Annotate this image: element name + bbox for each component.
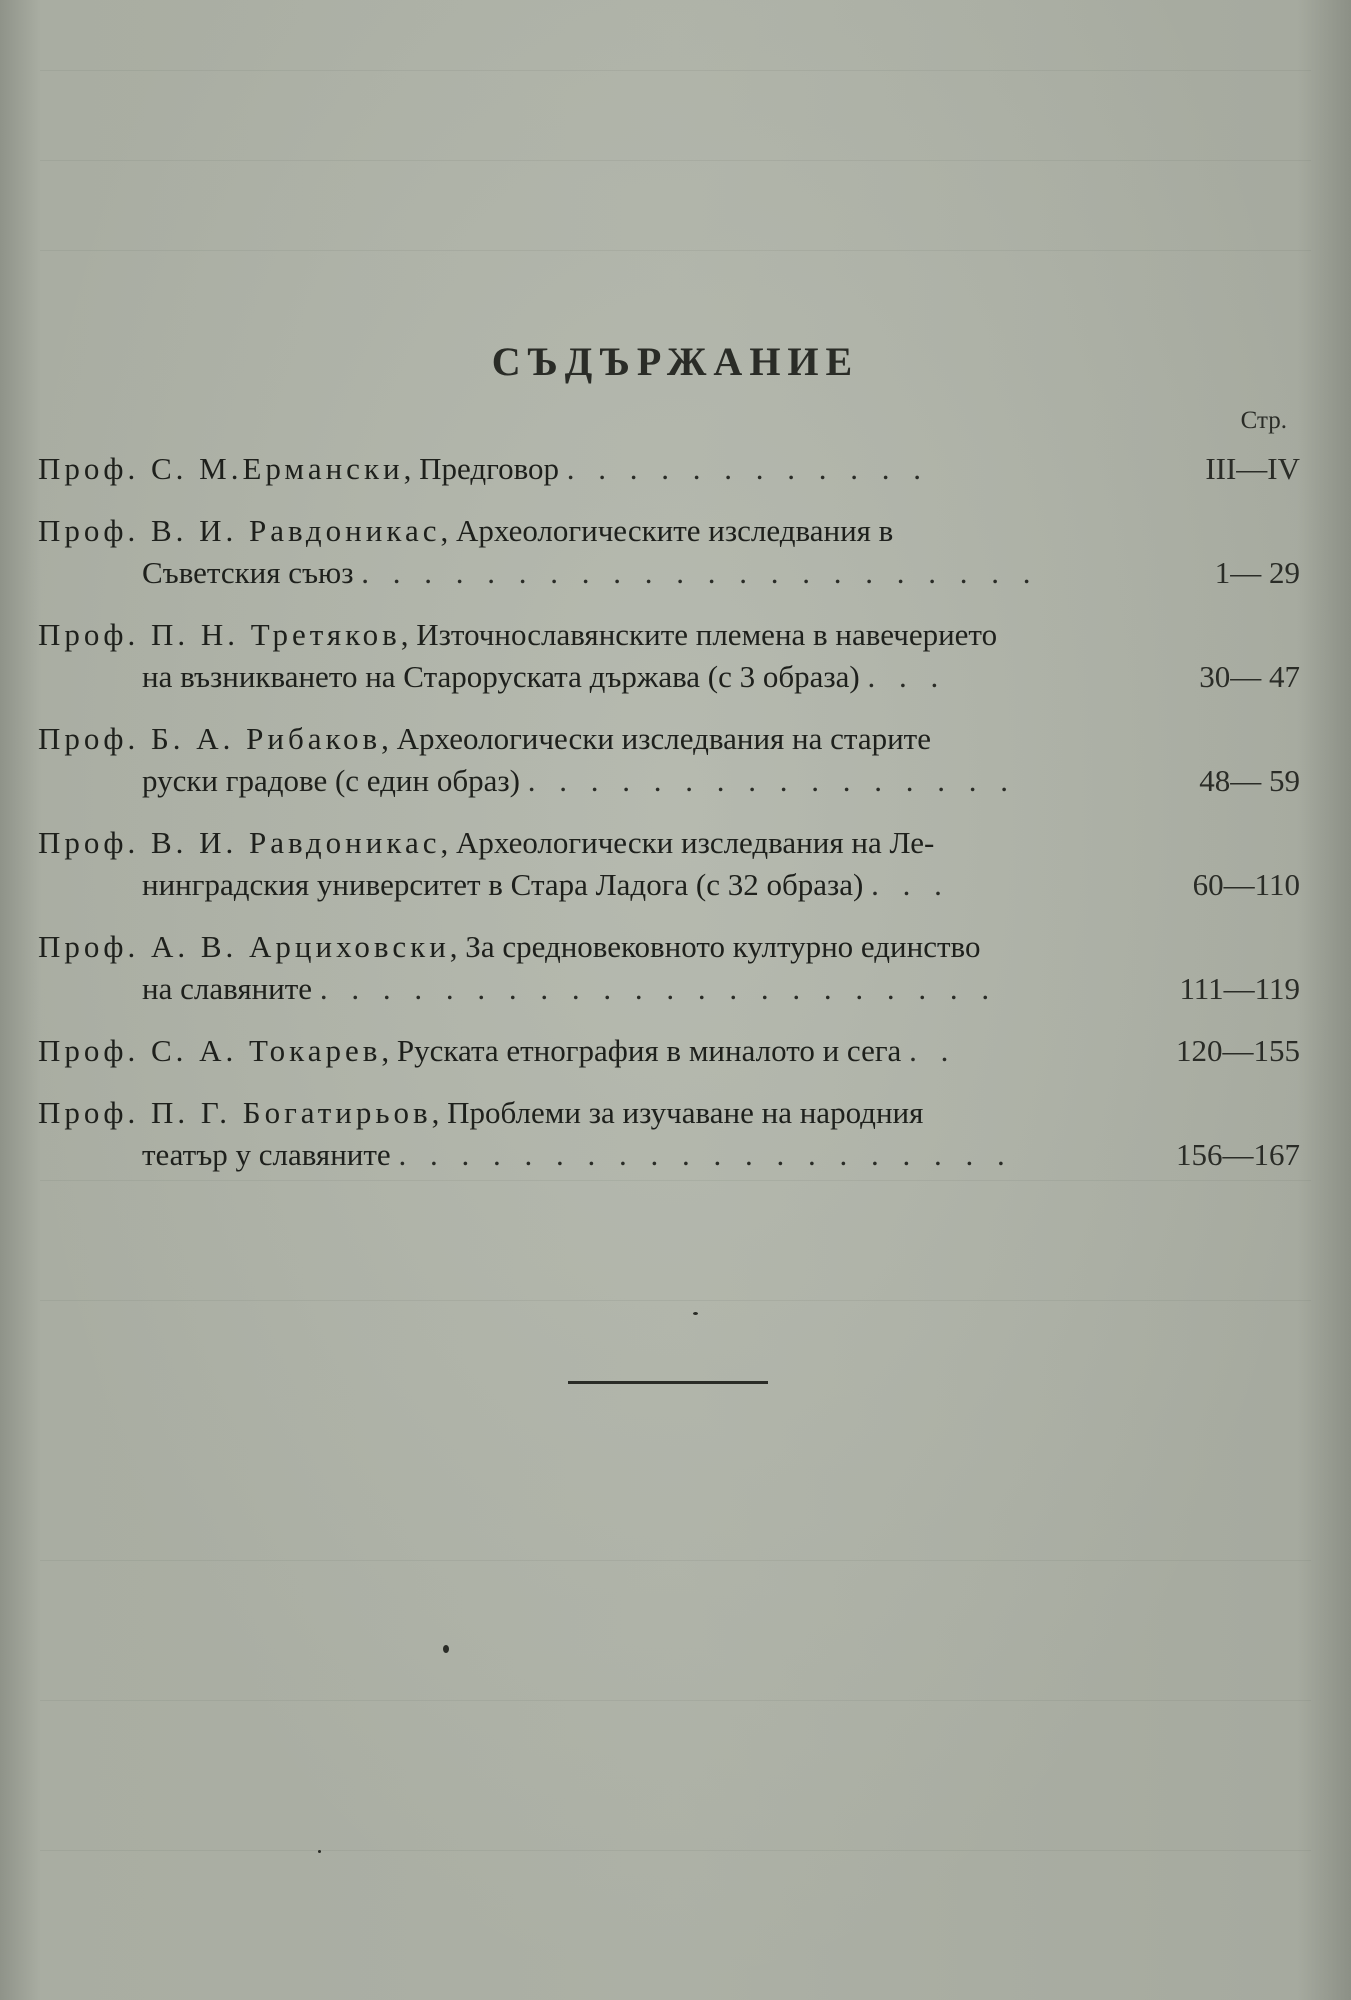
toc-title-line2: Съветския съюз	[142, 555, 354, 590]
closing-rule	[568, 1381, 768, 1384]
toc-page-range: 30— 47	[1199, 659, 1300, 694]
toc-page-range: 48— 59	[1199, 763, 1300, 798]
toc-entry-text	[38, 822, 1130, 906]
bleed-through-line	[40, 1850, 1311, 1851]
toc-entry-text	[38, 448, 1130, 490]
toc-author: Проф. А. В. Арциховски	[38, 929, 450, 964]
toc-title-continuation	[38, 1134, 1130, 1176]
toc-entry-text	[38, 1092, 1130, 1176]
toc-entry[interactable]	[38, 614, 1300, 698]
toc-entry[interactable]	[38, 718, 1300, 802]
ink-speck	[318, 1850, 321, 1853]
toc-entry[interactable]	[38, 822, 1300, 906]
toc-title-line2: нинградския университет в Стара Ладога (с 32 образа)	[142, 867, 864, 902]
toc-entry-text	[38, 1030, 1130, 1072]
leader-dots: . . .	[867, 659, 947, 694]
toc-title-line2: театър у славяните	[142, 1137, 391, 1172]
bleed-through-line	[40, 1700, 1311, 1701]
toc-author: Проф. П. Г. Богатирьов	[38, 1095, 432, 1130]
pages-column-heading: Стр.	[1240, 407, 1287, 434]
toc-title-line2: руски градове (с един образ)	[142, 763, 520, 798]
toc-entry-text	[38, 718, 1130, 802]
toc-title-continuation	[38, 656, 1130, 698]
toc-page-range: III—IV	[1205, 451, 1300, 486]
toc-entry[interactable]	[38, 448, 1300, 490]
toc-page-range: 120—155	[1176, 1033, 1300, 1068]
toc-title: , Предговор	[403, 451, 559, 486]
leader-dots: . . . . . . . . . . . . . . . . . . . . . .	[319, 971, 998, 1006]
toc-title-line2: на славяните	[142, 971, 313, 1006]
toc-entry-text	[38, 614, 1130, 698]
toc-author: Проф. Б. А. Рибаков	[38, 721, 382, 756]
leader-dots: . . . . . . . . . . . . . . . . . . . . . .	[361, 555, 1039, 590]
toc-entry[interactable]	[38, 926, 1300, 1010]
toc-title-line2: на възникването на Староруската държава (с 3 образа)	[142, 659, 860, 694]
toc-title: , Проблеми за изучаване на народния	[431, 1095, 924, 1130]
table-of-contents	[38, 448, 1300, 1196]
leader-dots: . . .	[871, 867, 950, 902]
toc-title: , За средновековното културно единство	[449, 929, 981, 964]
toc-entry-text	[38, 926, 1130, 1010]
toc-author: Проф. С. А. Токарев	[38, 1033, 382, 1068]
toc-title: , Археологически изследвания на Ле-	[440, 825, 935, 860]
toc-title-continuation	[38, 864, 1130, 906]
toc-entry-text	[38, 510, 1130, 594]
bleed-through-line	[40, 1560, 1311, 1561]
leader-dots: . . . . . . . . . . . . . . . . . . . .	[398, 1137, 1013, 1172]
leader-dots: . .	[909, 1033, 957, 1068]
toc-entry[interactable]	[38, 1092, 1300, 1176]
toc-title: , Източнославянските племена в навечерието	[400, 617, 998, 652]
toc-title: , Руската етнография в миналото и сега	[381, 1033, 902, 1068]
bleed-through-line	[40, 160, 1311, 161]
toc-title-continuation	[38, 968, 1130, 1010]
toc-author: Проф. В. И. Равдоникас	[38, 825, 441, 860]
toc-author: Проф. В. И. Равдоникас	[38, 513, 441, 548]
toc-title-continuation	[38, 760, 1130, 802]
toc-page-range: 156—167	[1176, 1137, 1300, 1172]
toc-entry[interactable]	[38, 1030, 1300, 1072]
toc-entry[interactable]	[38, 510, 1300, 594]
ink-speck	[443, 1645, 449, 1653]
toc-title: , Археологически изследвания на старите	[381, 721, 931, 756]
toc-page-range: 111—119	[1179, 971, 1300, 1006]
toc-page-range: 60—110	[1192, 867, 1300, 902]
bleed-through-line	[40, 1300, 1311, 1301]
toc-title: , Археологическите изследвания в	[440, 513, 894, 548]
toc-author: Проф. С. М.Ермански	[38, 451, 404, 486]
bleed-through-line	[40, 70, 1311, 71]
leader-dots: . . . . . . . . . . . .	[566, 451, 929, 486]
toc-author: Проф. П. Н. Третяков	[38, 617, 401, 652]
toc-page-range: 1— 29	[1214, 555, 1300, 590]
bleed-through-line	[40, 250, 1311, 251]
toc-title-continuation	[38, 552, 1130, 594]
page-title: СЪДЪРЖАНИЕ	[491, 339, 860, 384]
leader-dots: . . . . . . . . . . . . . . . .	[527, 763, 1016, 798]
ink-speck	[693, 1312, 698, 1315]
